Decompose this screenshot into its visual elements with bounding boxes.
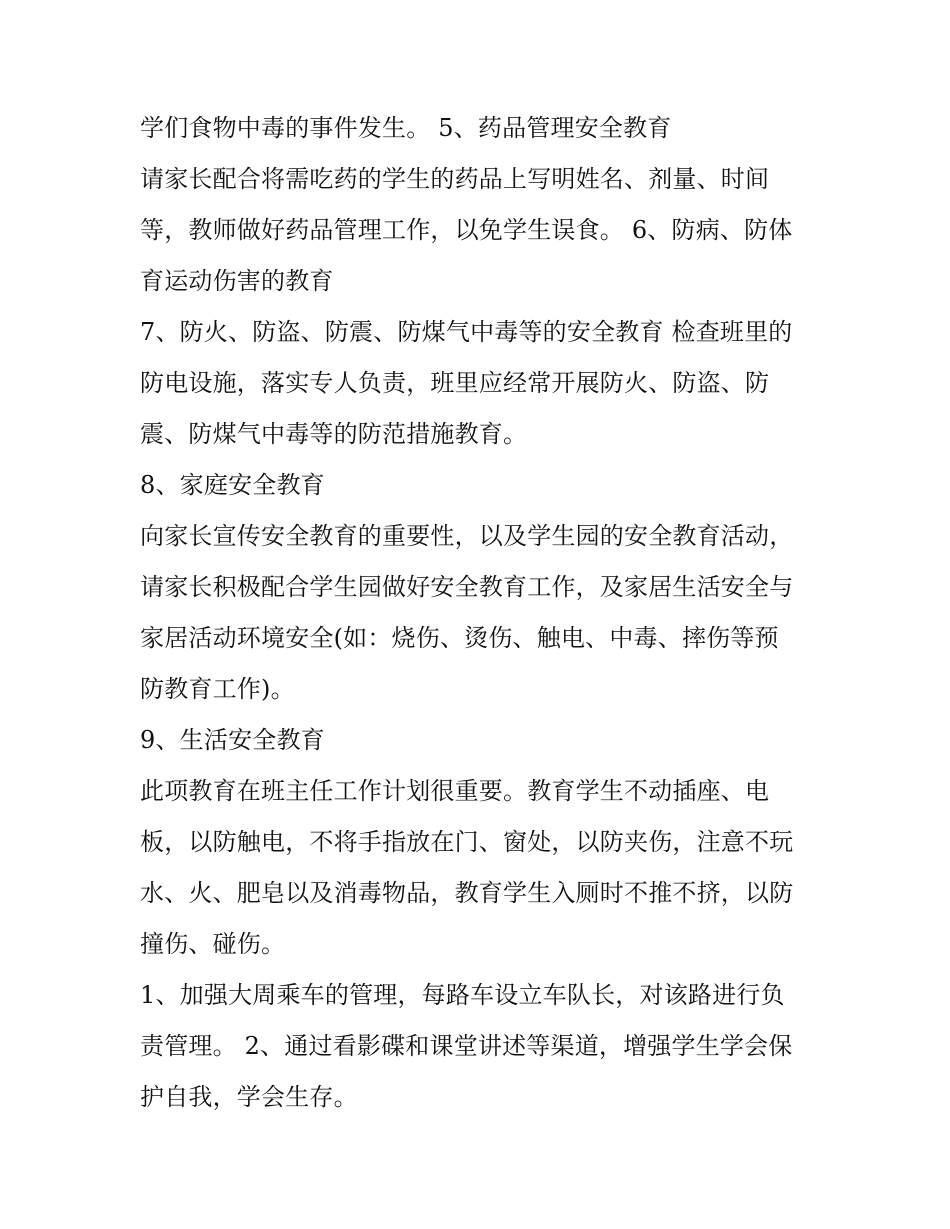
text-line: 请家长配合将需吃药的学生的药品上写明姓名、剂量、时间 [140,165,770,193]
text-line: 震、防煤气中毒等的防范措施教育。 [140,420,528,448]
text-line: 向家长宣传安全教育的重要性，以及学生园的安全教育活动， [140,522,794,550]
section-heading: 9、生活安全教育 [140,726,325,754]
text-line: 此项教育在班主任工作计划很重要。教育学生不动插座、电 [140,777,770,805]
text-line: 责管理。 2、通过看影碟和课堂讲述等渠道，增强学生学会保 [140,1032,793,1060]
text-line: 家居活动环境安全(如：烧伤、烫伤、触电、中毒、摔伤等预 [140,624,779,652]
text-line: 学们食物中毒的事件发生。 5、药品管理安全教育 [140,114,672,142]
text-line: 防电设施，落实专人负责，班里应经常开展防火、防盗、防 [140,369,770,397]
section-heading: 8、家庭安全教育 [140,471,325,499]
text-line: 护自我，学会生存。 [140,1083,358,1111]
text-line: 7、防火、防盗、防震、防煤气中毒等的安全教育 检查班里的 [140,318,793,346]
text-line: 请家长积极配合学生园做好安全教育工作，及家居生活安全与 [140,573,794,601]
text-line: 1、加强大周乘车的管理，每路车设立车队长，对该路进行负 [140,981,785,1009]
text-line: 撞伤、碰伤。 [140,930,286,958]
text-line: 板，以防触电，不将手指放在门、窗处，以防夹伤，注意不玩 [140,828,794,856]
text-line: 防教育工作)。 [140,675,295,703]
text-line: 等，教师做好药品管理工作，以免学生误食。 6、防病、防体 [140,216,793,244]
document-body [140,103,830,1123]
text-line: 水、火、肥皂以及消毒物品，教育学生入厕时不推不挤，以防 [140,879,794,907]
text-line: 育运动伤害的教育 [140,267,334,295]
